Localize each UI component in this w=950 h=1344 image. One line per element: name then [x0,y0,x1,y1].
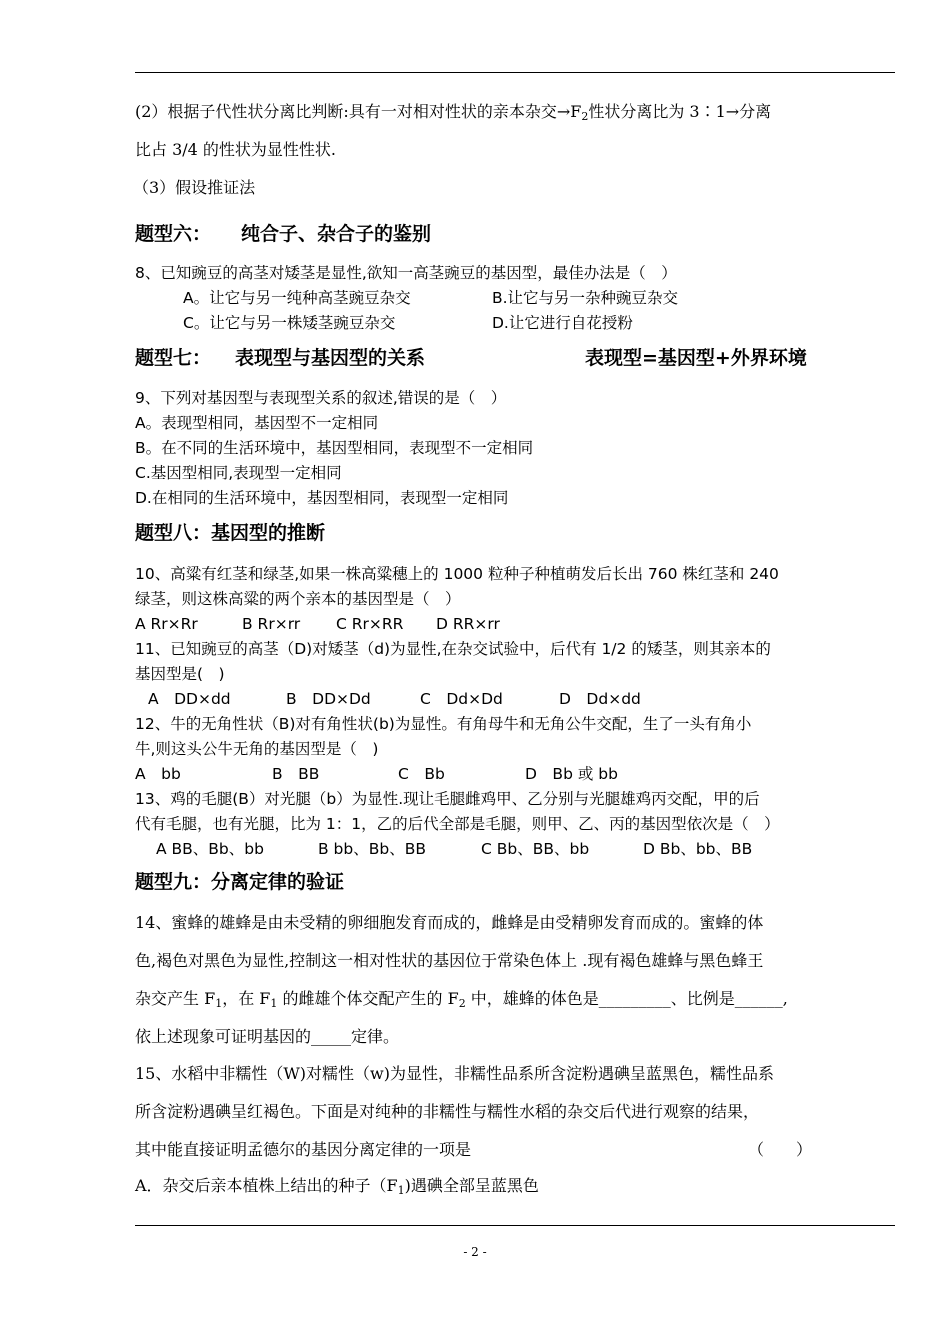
question-10-option-a: A Rr×Rr [135,615,198,633]
page-number: - 2 - [463,1245,487,1259]
section-heading-9: 题型九：分离定律的验证 [135,871,345,893]
section-heading-6: 题型六： 纯合子、杂合子的鉴别 [135,223,432,245]
question-8-option-c: C。让它与另一株矮茎豌豆杂交 [183,314,396,332]
question-10-option-b: B Rr×rr [242,615,301,633]
header-rule [135,72,895,73]
question-15-option-a: A．杂交后亲本植株上结出的种子$(F_1)$遇碘全部呈蓝黑色 [135,1176,539,1197]
question-13-line-1: 13、鸡的毛腿(B）对光腿（b）为显性.现让毛腿雌鸡甲、乙分别与光腿雄鸡丙交配，甲的后 [135,790,760,808]
question-10-option-d: D RR×rr [436,615,500,633]
question-15-answer-parentheses: （ ） [748,1140,813,1159]
question-15-line-1: 15、水稻中非糯性（W)对糯性（w)为显性，非糯性品系所含淀粉遇碘呈蓝黑色，糯性品系 [135,1064,774,1083]
question-15-line-3: 其中能直接证明孟德尔的基因分离定律的一项是 [135,1140,472,1159]
paragraph-2-line-2: 比占 3/4 的性状为显性性状. [135,140,337,159]
question-8-option-b: B.让它与另一杂种豌豆杂交 [492,289,679,307]
question-11-line-2: 基因型是( ) [135,665,225,683]
question-9-option-d: D.在相同的生活环境中，基因型相同，表现型一定相同 [135,489,509,507]
question-12-option-d: D Bb 或 bb [525,765,618,783]
question-9-option-a: A。表现型相同，基因型不一定相同 [135,414,379,432]
question-13-option-a: A BB、Bb、bb [156,840,264,858]
question-9: 9、下列对基因型与表现型关系的叙述,错误的是（ ） [135,389,507,407]
question-10-line-1: 10、高粱有红茎和绿茎,如果一株高粱穗上的 1000 粒种子种植萌发后长出 760 株红茎和 240 [135,565,779,583]
paragraph-2-line-1: (2）根据子代性状分离比判断:具有一对相对性状的亲本杂交$\to F_2$性状分离比为 3∶1→分离 [135,102,772,123]
question-12-option-b: B BB [272,765,320,783]
question-14-line-1: 14、蜜蜂的雄蜂是由未受精的卵细胞发育而成的，雌蜂是由受精卵发育而成的。蜜蜂的体 [135,913,764,932]
question-10-option-c: C Rr×RR [336,615,404,633]
footer-rule [135,1225,895,1226]
question-9-option-b: B。在不同的生活环境中，基因型相同，表现型不一定相同 [135,439,534,457]
question-14-line-4: 依上述现象可证明基因的_____定律。 [135,1027,400,1046]
question-13-option-d: D Bb、bb、BB [643,840,753,858]
question-14-line-2: 色,褐色对黑色为显性,控制这一相对性状的基因位于常染色体上 .现有褐色雄蜂与黑色蜂王 [135,951,764,970]
question-15-line-2: 所含淀粉遇碘呈红褐色。下面是对纯种的非糯性与糯性水稻的杂交后代进行观察的结果， [135,1102,760,1121]
question-12-line-2: 牛,则这头公牛无角的基因型是（ ) [135,740,379,758]
section-heading-8: 题型八：基因型的推断 [135,522,326,544]
question-12-option-c: C Bb [398,765,445,783]
question-11-line-1: 11、已知豌豆的高茎（D)对矮茎（d)为显性,在杂交试验中，后代有 1/2 的矮茎，则其亲本的 [135,640,771,658]
question-11-option-d: D Dd×dd [559,690,641,708]
question-13-option-c: C Bb、BB、bb [481,840,590,858]
question-13-line-2: 代有毛腿，也有光腿，比为 1：1，乙的后代全部是毛腿，则甲、乙、丙的基因型依次是（ ） [135,815,780,833]
question-9-option-c: C.基因型相同,表现型一定相同 [135,464,342,482]
question-11-option-b: B DD×Dd [286,690,371,708]
question-13-option-b: B bb、Bb、BB [318,840,426,858]
question-14-line-3: 杂交产生 $F_1$，在 $F_1$ 的雌雄个体交配产生的 $F_2$ 中，雄蜂的体色是_________、比例是______, [135,989,788,1010]
question-11-option-a: A DD×dd [148,690,231,708]
paragraph-3: （3）假设推证法 [133,178,256,197]
section-heading-7-formula: 表现型=基因型+外界环境 [585,347,807,369]
question-8-option-a: A。让它与另一纯种高茎豌豆杂交 [183,289,411,307]
question-12-option-a: A bb [135,765,181,783]
question-11-option-c: C Dd×Dd [420,690,503,708]
question-8-option-d: D.让它进行自花授粉 [492,314,633,332]
question-10-line-2: 绿茎，则这株高粱的两个亲本的基因型是（ ） [135,590,461,608]
section-heading-7: 题型七： 表现型与基因型的关系 [135,347,426,369]
question-12-line-1: 12、牛的无角性状（B)对有角性状(b)为显性。有角母牛和无角公牛交配，生了一头有角小 [135,715,752,733]
question-8: 8、已知豌豆的高茎对矮茎是显性,欲知一高茎豌豆的基因型，最佳办法是（ ） [135,264,677,282]
